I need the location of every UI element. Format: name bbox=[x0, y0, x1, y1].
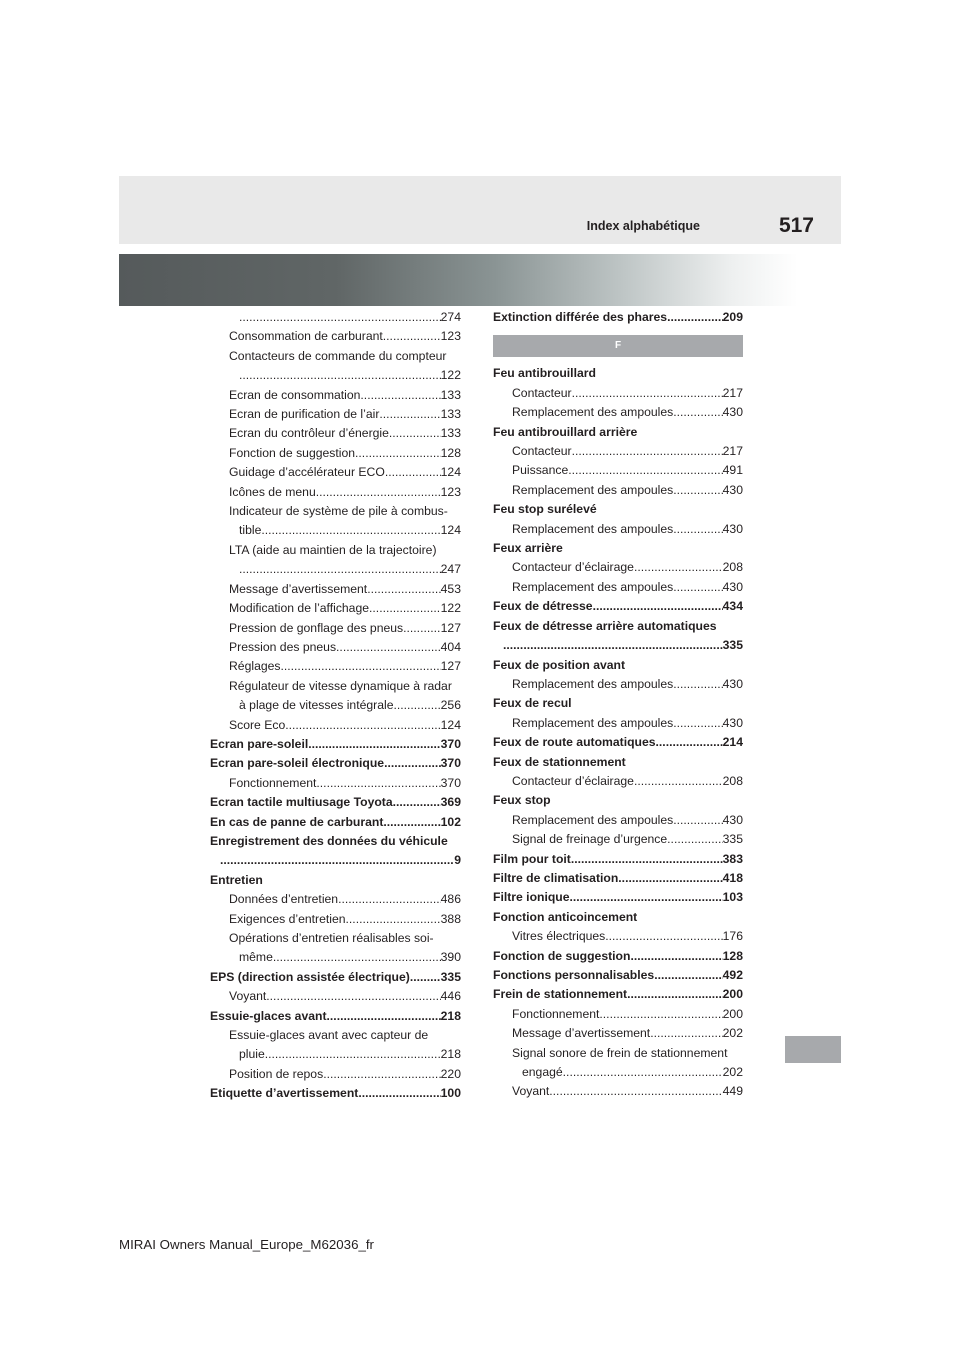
entry-label: Filtre de climatisation bbox=[493, 870, 619, 885]
entry-page-number: 122 bbox=[440, 601, 461, 616]
index-entry bbox=[493, 714, 743, 733]
letter-section-header: F bbox=[493, 335, 743, 357]
entry-label: Ecran de purification de l’air bbox=[229, 407, 380, 422]
index-subheading: Régulateur de vitesse dynamique à radar bbox=[229, 678, 452, 693]
dot-leader bbox=[355, 444, 441, 463]
dot-leader bbox=[383, 813, 440, 832]
dot-leader bbox=[358, 1084, 440, 1103]
entry-label: Exigences d’entretien bbox=[229, 911, 346, 926]
index-entry bbox=[210, 386, 461, 405]
entry-page-number: 208 bbox=[722, 560, 743, 575]
entry-page-number: 430 bbox=[722, 676, 743, 691]
dot-leader bbox=[369, 599, 441, 618]
decorative-gradient-bar bbox=[119, 254, 841, 306]
entry-label: pluie bbox=[239, 1047, 265, 1062]
entry-page-number: 390 bbox=[440, 950, 461, 965]
index-heading: Feux de stationnement bbox=[493, 754, 626, 769]
dot-leader bbox=[571, 850, 723, 869]
entry-page-number: 124 bbox=[440, 523, 461, 538]
dot-leader bbox=[572, 384, 723, 403]
index-heading: Feu antibrouillard arrière bbox=[493, 424, 638, 439]
index-entry bbox=[493, 442, 743, 461]
index-entry bbox=[493, 830, 743, 849]
dot-leader bbox=[673, 675, 722, 694]
dot-leader bbox=[618, 869, 722, 888]
index-entry bbox=[493, 966, 743, 985]
entry-label: Fonctionnement bbox=[229, 775, 317, 790]
section-title: Index alphabétique bbox=[586, 219, 700, 233]
dot-leader bbox=[599, 1005, 722, 1024]
entry-page-number: 370 bbox=[440, 736, 461, 751]
chapter-side-tab bbox=[785, 1036, 841, 1063]
entry-page-number: 218 bbox=[440, 1008, 461, 1023]
dot-leader bbox=[285, 716, 440, 735]
index-entry bbox=[210, 813, 461, 832]
entry-label: engagé bbox=[522, 1065, 563, 1080]
dot-leader bbox=[410, 968, 441, 987]
dot-leader bbox=[266, 987, 440, 1006]
dot-leader bbox=[389, 424, 441, 443]
entry-page-number: 369 bbox=[440, 795, 461, 810]
dot-leader bbox=[673, 481, 722, 500]
dot-leader bbox=[308, 735, 440, 754]
entry-page-number: 491 bbox=[722, 463, 743, 478]
entry-label: Icônes de menu bbox=[229, 484, 316, 499]
entry-page-number: 256 bbox=[440, 698, 461, 713]
entry-label: Fonctionnement bbox=[512, 1006, 600, 1021]
entry-label: En cas de panne de carburant bbox=[210, 814, 384, 829]
entry-label: Film pour toit bbox=[493, 851, 571, 866]
index-entry bbox=[210, 580, 461, 599]
dot-leader bbox=[673, 714, 722, 733]
entry-label: Vitres électriques bbox=[512, 929, 606, 944]
footer-manual-name: MIRAI Owners Manual_Europe_M62036_fr bbox=[119, 1237, 374, 1252]
index-entry bbox=[210, 716, 461, 735]
index-entry bbox=[493, 772, 743, 791]
index-subheading: LTA (aide au maintien de la trajectoire) bbox=[229, 542, 437, 557]
index-entry bbox=[493, 985, 743, 1004]
entry-page-number: 102 bbox=[440, 814, 461, 829]
entry-page-number: 404 bbox=[440, 639, 461, 654]
index-entry bbox=[493, 558, 743, 577]
dot-leader bbox=[403, 619, 441, 638]
index-column-right bbox=[493, 308, 743, 1102]
entry-page-number: 124 bbox=[440, 465, 461, 480]
index-entry bbox=[210, 890, 461, 909]
entry-label: Consommation de carburant bbox=[229, 329, 383, 344]
entry-label: Ecran du contrôleur d’énergie bbox=[229, 426, 389, 441]
index-entry bbox=[210, 463, 461, 482]
index-entry bbox=[493, 1024, 743, 1043]
dot-leader bbox=[239, 366, 441, 385]
index-heading: Feux de position avant bbox=[493, 657, 626, 672]
dot-leader bbox=[667, 308, 723, 327]
entry-page-number: 127 bbox=[440, 620, 461, 635]
dot-leader bbox=[627, 985, 723, 1004]
index-entry bbox=[210, 696, 461, 715]
dot-leader bbox=[673, 811, 722, 830]
entry-page-number: 200 bbox=[722, 1006, 743, 1021]
entry-label: Remplacement des ampoules bbox=[512, 405, 674, 420]
entry-page-number: 430 bbox=[722, 482, 743, 497]
entry-page-number: 128 bbox=[440, 445, 461, 460]
dot-leader bbox=[261, 521, 440, 540]
entry-page-number: 274 bbox=[440, 310, 461, 324]
dot-leader bbox=[385, 463, 441, 482]
index-entry bbox=[210, 793, 461, 812]
index-entry bbox=[493, 1005, 743, 1024]
index-entry bbox=[493, 403, 743, 422]
entry-page-number: 103 bbox=[722, 890, 743, 905]
entry-page-number: 449 bbox=[722, 1084, 743, 1099]
entry-page-number: 200 bbox=[722, 987, 743, 1002]
index-heading: Feux arrière bbox=[493, 541, 563, 556]
index-entry bbox=[210, 444, 461, 463]
entry-label: Filtre ionique bbox=[493, 890, 570, 905]
entry-page-number: 430 bbox=[722, 405, 743, 420]
index-entry bbox=[493, 947, 743, 966]
dot-leader bbox=[239, 560, 441, 579]
index-subheading: Opérations d’entretien réalisables soi- bbox=[229, 931, 434, 945]
index-entries-e-continued bbox=[493, 308, 743, 327]
dot-leader bbox=[384, 754, 441, 773]
entry-label: Voyant bbox=[512, 1084, 550, 1099]
dot-leader bbox=[549, 1082, 722, 1101]
dot-leader bbox=[630, 947, 722, 966]
dot-leader bbox=[563, 1063, 723, 1082]
index-entry bbox=[493, 520, 743, 539]
entry-label: Feux de route automatiques bbox=[493, 735, 656, 750]
index-subheading: Indicateur de système de pile à combus- bbox=[229, 504, 448, 519]
index-entry bbox=[210, 735, 461, 754]
entry-page-number: 430 bbox=[722, 812, 743, 827]
dot-leader bbox=[383, 327, 441, 346]
entry-label: Score Eco bbox=[229, 717, 286, 732]
dot-leader bbox=[393, 793, 441, 812]
entry-page-number: 202 bbox=[722, 1065, 743, 1080]
dot-leader bbox=[570, 888, 723, 907]
index-subheading: Signal sonore de frein de stationnement bbox=[512, 1045, 728, 1060]
entry-page-number: 133 bbox=[440, 426, 461, 441]
dot-leader bbox=[220, 851, 454, 870]
entry-label: Remplacement des ampoules bbox=[512, 812, 674, 827]
index-entry bbox=[493, 675, 743, 694]
entry-label: EPS (direction assistée électrique) bbox=[210, 969, 410, 984]
entry-page-number: 383 bbox=[722, 851, 743, 866]
entry-page-number: 209 bbox=[722, 310, 743, 324]
entry-page-number: 127 bbox=[440, 659, 461, 674]
index-entry bbox=[210, 774, 461, 793]
entry-page-number: 453 bbox=[440, 581, 461, 596]
dot-leader bbox=[338, 890, 441, 909]
dot-leader bbox=[273, 948, 441, 967]
entry-page-number: 100 bbox=[440, 1086, 461, 1101]
index-entry bbox=[493, 384, 743, 403]
index-entry bbox=[210, 987, 461, 1006]
entry-page-number: 123 bbox=[440, 484, 461, 499]
entry-label: Ecran tactile multiusage Toyota bbox=[210, 795, 393, 810]
entry-label: à plage de vitesses intégrale bbox=[239, 698, 394, 713]
index-entry bbox=[210, 619, 461, 638]
index-entry bbox=[493, 461, 743, 480]
dot-leader bbox=[673, 403, 722, 422]
index-heading: Entretien bbox=[210, 872, 263, 887]
entry-page-number: 388 bbox=[440, 911, 461, 926]
dot-leader bbox=[336, 638, 441, 657]
entry-label: Ecran de consommation bbox=[229, 387, 361, 402]
entry-page-number: 418 bbox=[722, 870, 743, 885]
index-entry bbox=[493, 927, 743, 946]
index-heading: Feux de recul bbox=[493, 696, 572, 711]
index-entry bbox=[210, 308, 461, 327]
entry-page-number: 123 bbox=[440, 329, 461, 344]
entry-page-number: 430 bbox=[722, 521, 743, 536]
entry-page-number: 335 bbox=[722, 832, 743, 847]
entry-label: Remplacement des ampoules bbox=[512, 715, 674, 730]
entry-label: Réglages bbox=[229, 659, 281, 674]
index-heading: Feux stop bbox=[493, 793, 551, 808]
dot-leader bbox=[656, 733, 723, 752]
entry-page-number: 133 bbox=[440, 407, 461, 422]
dot-leader bbox=[367, 580, 440, 599]
header-band bbox=[119, 176, 841, 244]
index-entry bbox=[210, 910, 461, 929]
entry-page-number: 370 bbox=[440, 775, 461, 790]
entry-label: Extinction différée des phares bbox=[493, 310, 668, 324]
dot-leader bbox=[650, 1024, 722, 1043]
entry-label: Guidage d’accélérateur ECO bbox=[229, 465, 385, 480]
index-entry bbox=[493, 850, 743, 869]
index-heading: Fonction anticoincement bbox=[493, 909, 638, 924]
dot-leader bbox=[360, 386, 440, 405]
index-column-left bbox=[210, 308, 461, 1104]
entry-label: Frein de stationnement bbox=[493, 987, 628, 1002]
index-entry bbox=[210, 483, 461, 502]
entry-page-number: 335 bbox=[722, 638, 743, 653]
entry-label: Feux de détresse bbox=[493, 599, 593, 614]
entry-page-number: 176 bbox=[722, 929, 743, 944]
entry-page-number: 124 bbox=[440, 717, 461, 732]
dot-leader bbox=[634, 772, 723, 791]
index-entry bbox=[210, 754, 461, 773]
entry-page-number: 217 bbox=[722, 444, 743, 459]
dot-leader bbox=[265, 1045, 441, 1064]
index-entry bbox=[210, 968, 461, 987]
index-entry bbox=[493, 733, 743, 752]
index-entry bbox=[493, 1063, 743, 1082]
entry-label: Puissance bbox=[512, 463, 569, 478]
entry-label: Contacteur d’éclairage bbox=[512, 560, 634, 575]
dot-leader bbox=[667, 830, 722, 849]
dot-leader bbox=[379, 405, 440, 424]
index-subheading: Contacteurs de commande du compteur bbox=[229, 348, 447, 363]
index-heading: Feu antibrouillard bbox=[493, 366, 596, 381]
index-entry bbox=[210, 424, 461, 443]
entry-label: Position de repos bbox=[229, 1066, 324, 1081]
dot-leader bbox=[316, 774, 440, 793]
entry-page-number: 220 bbox=[440, 1066, 461, 1081]
dot-leader bbox=[654, 966, 722, 985]
dot-leader bbox=[316, 483, 441, 502]
entry-label: Message d’avertissement bbox=[229, 581, 368, 596]
entry-label: Fonction de suggestion bbox=[229, 445, 356, 460]
dot-leader bbox=[327, 1007, 441, 1026]
entry-label: Voyant bbox=[229, 989, 267, 1004]
entry-page-number: 370 bbox=[440, 756, 461, 771]
index-entry bbox=[493, 636, 743, 655]
entry-label: Fonction de suggestion bbox=[493, 948, 631, 963]
entry-page-number: 492 bbox=[722, 968, 743, 982]
dot-leader bbox=[568, 461, 722, 480]
index-entry bbox=[493, 578, 743, 597]
dot-leader bbox=[346, 910, 441, 929]
index-entry bbox=[210, 599, 461, 618]
entry-label: Données d’entretien bbox=[229, 892, 339, 907]
index-entry bbox=[493, 888, 743, 907]
index-subheading: Essuie-glaces avant avec capteur de bbox=[229, 1028, 429, 1043]
dot-leader bbox=[673, 578, 722, 597]
dot-leader bbox=[393, 696, 440, 715]
entry-label: Essuie-glaces avant bbox=[210, 1008, 327, 1023]
dot-leader bbox=[239, 308, 441, 327]
entry-label: Remplacement des ampoules bbox=[512, 482, 674, 497]
entry-page-number: 218 bbox=[440, 1047, 461, 1062]
index-entry bbox=[493, 1082, 743, 1101]
entry-label: Remplacement des ampoules bbox=[512, 579, 674, 594]
index-entry bbox=[210, 1084, 461, 1103]
entry-label: Remplacement des ampoules bbox=[512, 521, 674, 536]
index-entry bbox=[210, 560, 461, 579]
index-entry bbox=[210, 1007, 461, 1026]
entry-label: Pression de gonflage des pneus bbox=[229, 620, 404, 635]
entry-page-number: 335 bbox=[440, 969, 461, 984]
entry-page-number: 202 bbox=[722, 1026, 743, 1041]
index-entry bbox=[493, 869, 743, 888]
index-entry bbox=[493, 308, 743, 327]
entry-page-number: 486 bbox=[440, 892, 461, 907]
dot-leader bbox=[605, 927, 722, 946]
entry-label: Etiquette d’avertissement bbox=[210, 1086, 359, 1101]
index-entry bbox=[210, 948, 461, 967]
entry-label: Pression des pneus bbox=[229, 639, 337, 654]
entry-page-number: 9 bbox=[454, 853, 461, 868]
entry-page-number: 430 bbox=[722, 579, 743, 594]
index-entry bbox=[493, 481, 743, 500]
index-entry bbox=[493, 597, 743, 616]
dot-leader bbox=[281, 657, 441, 676]
entry-label: Message d’avertissement bbox=[512, 1026, 651, 1041]
entry-label: Ecran pare-soleil bbox=[210, 736, 309, 751]
entry-label: Contacteur bbox=[512, 385, 572, 400]
index-entry bbox=[210, 521, 461, 540]
entry-page-number: 434 bbox=[722, 599, 743, 614]
entry-label: Modification de l’affichage bbox=[229, 601, 370, 616]
index-entry bbox=[210, 366, 461, 385]
dot-leader bbox=[503, 636, 723, 655]
dot-leader bbox=[673, 520, 722, 539]
entry-page-number: 208 bbox=[722, 773, 743, 788]
index-heading: Enregistrement des données du véhicule bbox=[210, 833, 448, 848]
entry-label: Contacteur bbox=[512, 444, 572, 459]
index-heading: Feux de détresse arrière automatiques bbox=[493, 618, 717, 633]
dot-leader bbox=[572, 442, 723, 461]
index-entry bbox=[493, 811, 743, 830]
index-entries-f bbox=[493, 364, 743, 1101]
entry-page-number: 247 bbox=[440, 562, 461, 577]
index-entry bbox=[210, 327, 461, 346]
entry-label: Ecran pare-soleil électronique bbox=[210, 756, 385, 771]
index-entry bbox=[210, 657, 461, 676]
index-entry bbox=[210, 851, 461, 870]
entry-page-number: 128 bbox=[722, 948, 743, 963]
entry-page-number: 446 bbox=[440, 989, 461, 1004]
entry-label: Contacteur d’éclairage bbox=[512, 773, 634, 788]
index-entry bbox=[210, 1045, 461, 1064]
entry-page-number: 430 bbox=[722, 715, 743, 730]
entry-page-number: 122 bbox=[440, 368, 461, 383]
page-number: 517 bbox=[778, 214, 814, 237]
dot-leader bbox=[323, 1065, 440, 1084]
index-entry bbox=[210, 405, 461, 424]
index-entry bbox=[210, 1065, 461, 1084]
dot-leader bbox=[593, 597, 723, 616]
entry-page-number: 214 bbox=[722, 735, 743, 750]
entry-label: Remplacement des ampoules bbox=[512, 676, 674, 691]
entry-page-number: 217 bbox=[722, 385, 743, 400]
entry-label: Fonctions personnalisables bbox=[493, 968, 655, 982]
entry-page-number: 133 bbox=[440, 387, 461, 402]
dot-leader bbox=[634, 558, 723, 577]
entry-label: tible bbox=[239, 523, 262, 538]
index-entry bbox=[210, 638, 461, 657]
entry-label: même bbox=[239, 950, 273, 965]
index-heading: Feu stop surélevé bbox=[493, 502, 597, 517]
entry-label: Signal de freinage d’urgence bbox=[512, 832, 668, 847]
